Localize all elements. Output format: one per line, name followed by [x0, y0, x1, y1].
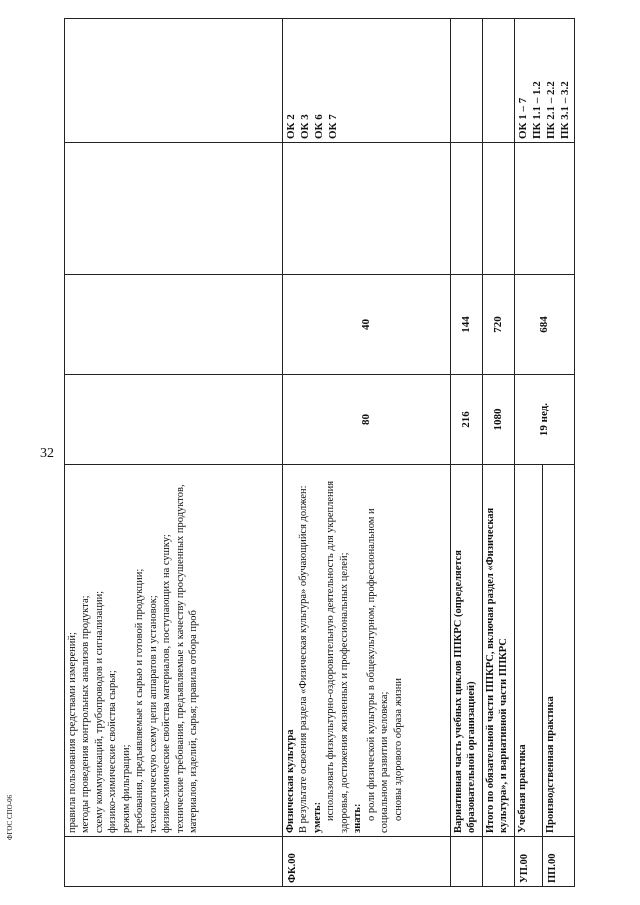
knowledge-text-2: основы здорового образа жизни — [392, 678, 404, 821]
competency-cell — [65, 19, 283, 143]
list-item: методы проведения контрольных анализов продукта; — [80, 595, 92, 833]
module-cell — [515, 143, 575, 275]
list-item: физико-химические свойства сырья; — [107, 670, 119, 833]
continuation-text-cell — [65, 465, 283, 837]
footer-mark: ФГОС СПО-06 — [6, 794, 14, 840]
list-item: физико-химические свойства материалов, поступающих на сушку; — [161, 534, 173, 833]
competency-code: ПК 3.1 – 3.2 — [559, 81, 572, 139]
knowledge-text-1: о роли физической культуры в общекультурном, профессиональном и социальном развитии человека; — [365, 508, 391, 833]
module-cell — [283, 143, 451, 275]
description-cell: Производственная практика — [543, 465, 575, 837]
competency-code: ОК 2 — [285, 114, 297, 139]
description-cell: Учебная практика — [515, 465, 543, 837]
code-cell — [483, 837, 515, 887]
description-cell: Вариативная часть учебных циклов ППКРС (определяется образовательной организацией) — [451, 465, 483, 837]
list-item: режим фильтрации; — [120, 744, 132, 833]
max-hours-cell: 1080 — [483, 375, 515, 465]
rotated-table-frame — [64, 19, 574, 887]
competency-code: ОК 6 — [313, 114, 326, 139]
max-hours-cell: 216 — [451, 375, 483, 465]
list-item: технологическую схему цепи аппаратов и установок; — [147, 595, 159, 833]
hours-cell — [65, 275, 283, 375]
competency-cell — [283, 19, 451, 143]
hours-cell: 720 — [483, 275, 515, 375]
code-cell: ФК.00 — [283, 837, 451, 887]
intro-text: В результате освоения раздела «Физическая культура» обучающийся должен: — [298, 485, 310, 833]
code-cell — [451, 837, 483, 887]
hours-cell: 684 — [515, 275, 575, 375]
competency-code: ПК 1.1 – 1.2 — [531, 81, 544, 139]
list-item: схему коммуникаций, трубопроводов и сигнализации; — [93, 590, 105, 833]
module-cell — [483, 143, 515, 275]
max-hours-cell: 80 — [283, 375, 451, 465]
knowledge-heading: знать: — [352, 803, 364, 833]
list-item: правила пользования средствами измерений; — [67, 632, 78, 833]
discipline-title: Физическая культура — [285, 729, 296, 833]
code-cell: УП.00 — [515, 837, 543, 887]
table-row — [451, 19, 483, 887]
code-cell — [65, 837, 283, 887]
list-item: технические требования, предъявляемые к качеству просушенных продуктов, материалов, изделий, сырья; правила отбора проб — [174, 484, 199, 833]
skills-text: использовать физкультурно-оздоровительную деятельность для укрепления здоровья, достижения жизненных и профессиональных целей; — [325, 480, 350, 833]
table-row — [515, 19, 543, 887]
competency-code: ОК 7 — [327, 114, 340, 139]
table-row — [483, 19, 515, 887]
page-number: 32 — [40, 446, 54, 461]
weeks-cell: 19 нед. — [515, 375, 575, 465]
competency-code: ПК 2.1 – 2.2 — [545, 81, 558, 139]
description-cell — [283, 465, 451, 837]
curriculum-table — [64, 18, 575, 887]
competency-code: ОК 3 — [299, 114, 312, 139]
table-row — [283, 19, 451, 887]
hours-cell: 40 — [283, 275, 451, 375]
max-hours-cell — [65, 375, 283, 465]
competency-cell — [515, 19, 575, 143]
code-cell: ПП.00 — [543, 837, 575, 887]
module-cell — [65, 143, 283, 275]
module-cell — [451, 143, 483, 275]
competency-cell — [483, 19, 515, 143]
list-item: требования, предъявляемые к сырью и готовой продукции; — [134, 568, 146, 833]
description-cell: Итого по обязательной части ППКРС, включая раздел «Физическая культура», и вариативной части ППКРС — [483, 465, 515, 837]
competency-cell — [451, 19, 483, 143]
competency-code: ОК 1 – 7 — [517, 97, 529, 139]
skills-heading: уметь: — [311, 801, 323, 833]
hours-cell: 144 — [451, 275, 483, 375]
table-row — [65, 19, 283, 887]
